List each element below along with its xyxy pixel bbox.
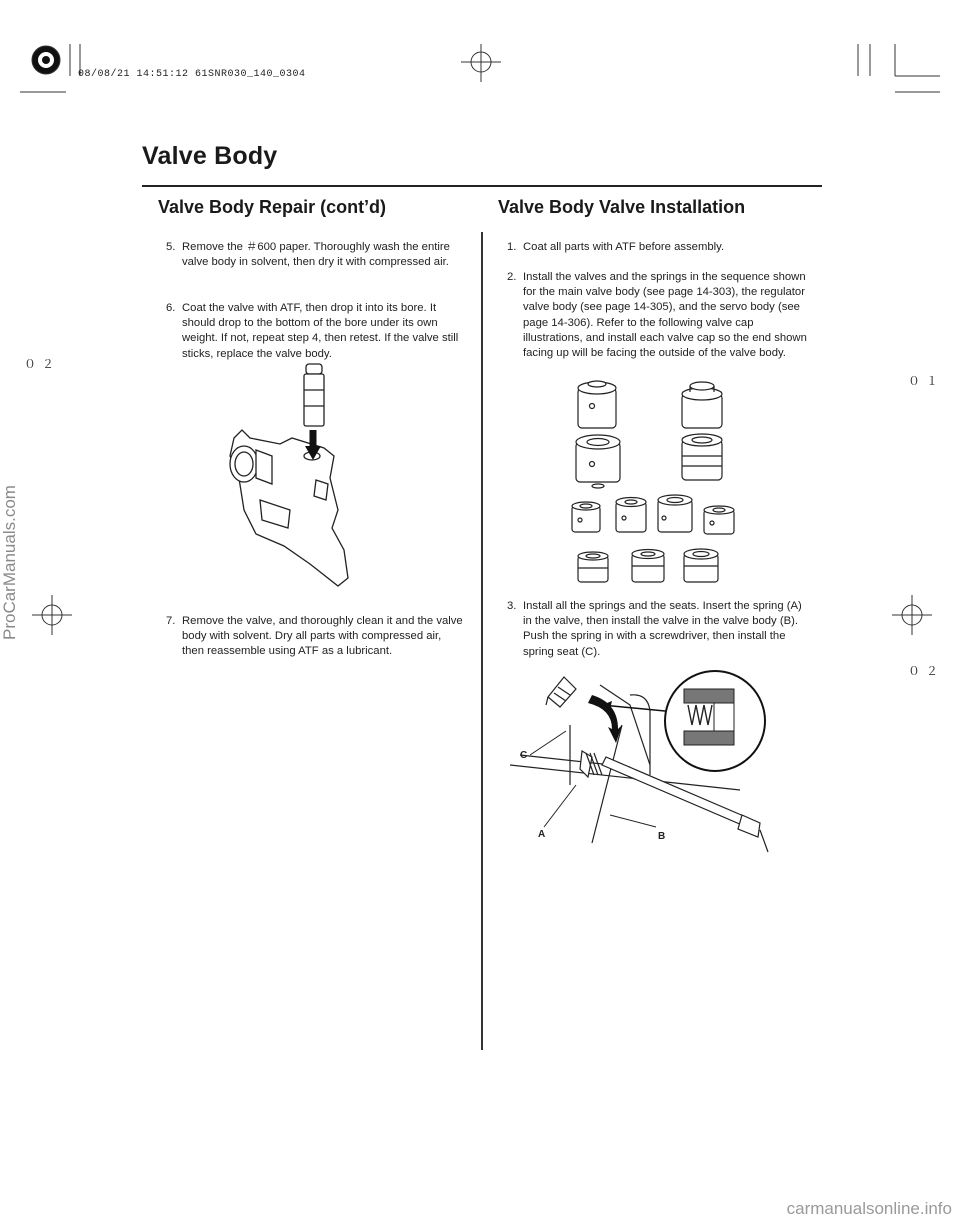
step-text: Remove the valve, and thoroughly clean it and the valve body with solvent. Dry all parts with compressed air, then reassemble using ATF as a lubricant. [182,615,463,658]
step-text: Install the valves and the springs in the sequence shown for the main valve body (see page 14-303), the regulator valve body (see page 14-305), and the servo body (see page 14-306). Refer to the following valve cap illustrations, and install each valve cap so the end shown facing up will be facing the outside of the valve body. [523,271,807,360]
valve-cap [684,549,718,582]
bottom-watermark: carmanualsonline.info [786,1199,952,1218]
step-number: 5. [166,241,176,253]
step-text: Remove the ＃600 paper. Thoroughly wash the entire valve body in solvent, then dry it with compressed air. [182,241,450,269]
valve-head [306,364,322,374]
insert-arrow-icon [588,695,622,743]
step-text: Coat the valve with ATF, then drop it into its bore. It should drop to the bottom of the bore under its own weight. If not, repeat step 4, then retest. If the valve still sticks, replace the valve body. [182,302,459,360]
valve-cap [682,434,722,480]
valve-cap [578,552,608,582]
crop-marks-side [0,580,960,670]
step-number: 2. [507,271,517,283]
callout-b: B [658,831,666,842]
valve-cap [632,550,664,583]
crop-marks [0,0,960,120]
callout-a: A [538,829,546,840]
step-6 [166,301,466,362]
margin-code-left: ０２ [24,358,61,372]
column-divider [481,232,483,1050]
callout-c: C [520,750,528,761]
step-1 [507,240,807,255]
valve-caps-illustration [560,378,750,590]
valve-drop-illustration [220,360,360,595]
valve-cap [578,381,616,428]
valve-cap [616,498,646,533]
spring-seat [548,677,576,707]
left-section-title: Valve Body Repair (cont’d) [158,197,387,217]
valve-cap [682,382,722,428]
step-7 [166,614,466,660]
step-3 [507,599,807,660]
valve-cap [576,435,620,488]
right-section-title: Valve Body Valve Installation [498,197,746,217]
margin-code-right-top: ０１ [908,375,945,389]
step-5 [166,240,466,270]
step-number: 6. [166,302,176,314]
spring-install-illustration [510,665,780,860]
step-2 [507,270,807,361]
margin-code-right-bottom: ０２ [908,665,945,679]
valve-cap [658,495,692,532]
valve-cap [572,502,600,532]
detail-magnifier [665,671,765,771]
print-stamp: 08/08/21 14:51:12 61SNR030_140_0304 [78,69,306,80]
side-watermark: ProCarManuals.com [0,485,19,640]
title-rule [142,185,822,187]
step-text: Coat all parts with ATF before assembly. [523,241,725,253]
page-title: Valve Body [142,142,278,170]
step-number: 3. [507,600,517,612]
step-number: 1. [507,241,517,253]
valve-stem [304,374,324,426]
valve-cap [704,506,734,534]
step-text: Install all the springs and the seats. Insert the spring (A) in the valve, then install the valve in the valve body (B). Push the spring in with a screwdriver, then install the spring seat (C). [523,600,802,658]
step-number: 7. [166,615,176,627]
